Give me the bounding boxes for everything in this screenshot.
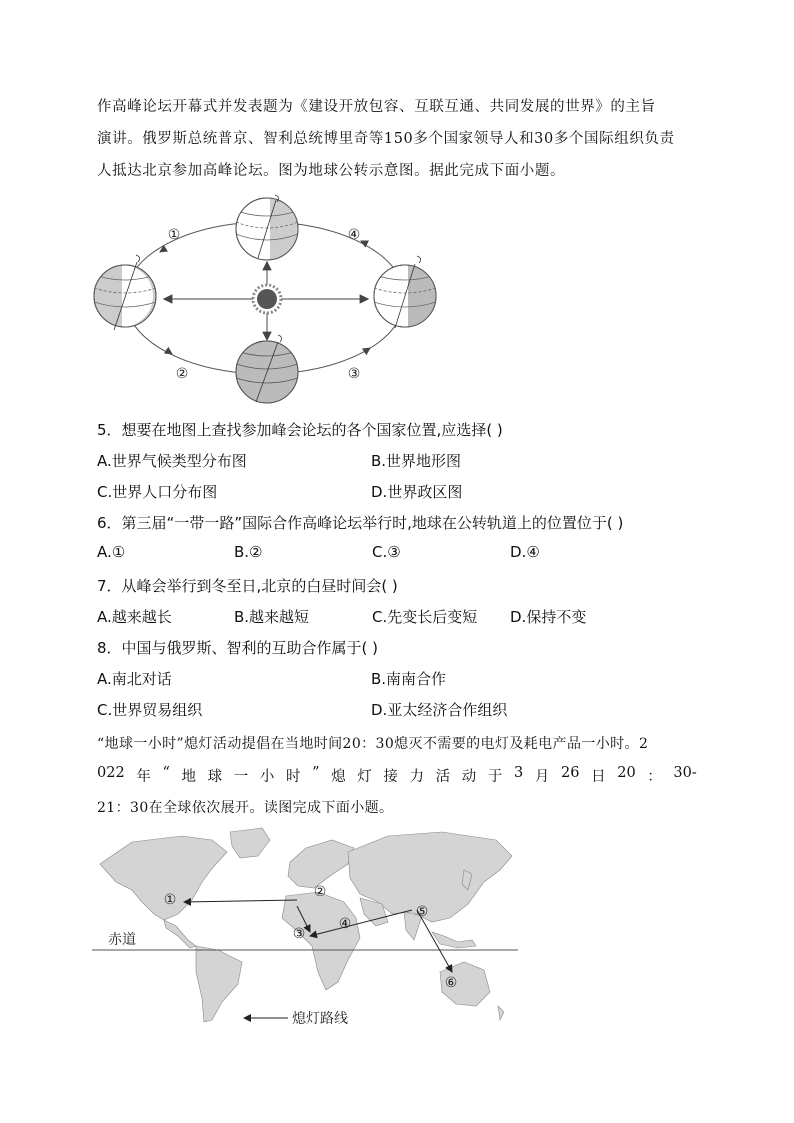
intro2-line-1: “地球一小时”熄灯活动提倡在当地时间20：30熄灭不需要的电灯及耗电产品一小时。2 [97,736,649,752]
q8-option-b[interactable]: B.南南合作 [371,670,447,688]
earth-left [94,255,156,330]
earth-orbit-diagram [92,192,442,410]
route-marker-4: ④ [338,916,352,932]
q6-option-c[interactable]: C.③ [372,543,401,561]
orbit-label-1: ① [167,227,181,243]
intro2-word: 26 [561,765,580,781]
q6-option-d[interactable]: D.④ [510,543,540,561]
question-7-stem: 7．从峰会举行到冬至日,北京的白昼时间会( ) [97,577,398,595]
map-legend [244,1010,348,1027]
q8-option-a[interactable]: A.南北对话 [97,670,172,688]
question-6-stem: 6．第三届“一带一路”国际合作高峰论坛举行时,地球在公转轨道上的位置位于( ) [97,514,624,532]
intro2-word: 月 [534,769,550,785]
intro2-word: 地 [181,769,196,785]
intro-line-3: 人抵达北京参加高峰论坛。图为地球公转示意图。据此完成下面小题。 [97,163,566,179]
intro2-line-3: 21：30在全球依次展开。读图完成下面小题。 [97,800,394,816]
route-marker-5: ⑤ [415,904,429,920]
sun-icon [253,285,281,313]
route-marker-1: ① [163,892,177,908]
intro2-word: 于 [487,769,503,785]
intro2-word: ： [647,769,662,785]
question-8-stem: 8．中国与俄罗斯、智利的互助合作属于( ) [97,639,379,657]
world-map [92,822,532,1032]
orbit-label-2: ② [175,366,189,382]
route-marker-6: ⑥ [444,975,458,991]
q8-option-d[interactable]: D.亚太经济合作组织 [371,701,508,719]
intro2-word: 力 [409,769,425,785]
intro2-word: 一 [233,769,249,785]
question-5-stem: 5．想要在地图上查找参加峰会论坛的各个国家位置,应选择( ) [97,421,503,439]
q5-option-c[interactable]: C.世界人口分布图 [97,483,218,501]
intro2-word: 022 [97,765,125,781]
earth-bottom [236,335,298,403]
q5-option-d[interactable]: D.世界政区图 [371,483,463,501]
q5-option-a[interactable]: A.世界气候类型分布图 [97,452,247,470]
intro2-word: 时 [285,769,301,785]
intro2-word: 20 [617,765,636,781]
intro2-word: “ [162,765,170,781]
intro-line-2: 演讲。俄罗斯总统普京、智利总统博里奇等150多个国家领导人和30多个国际组织负责 [97,131,675,147]
intro2-word: 接 [383,769,398,785]
intro2-line-2 [97,765,697,786]
intro2-word: 灯 [357,769,372,785]
q7-option-d[interactable]: D.保持不变 [510,608,587,626]
q7-option-b[interactable]: B.越来越短 [234,608,310,626]
q6-option-b[interactable]: B.② [234,543,263,561]
intro2-word: 动 [461,769,477,785]
intro2-word: 年 [136,769,151,785]
q7-option-c[interactable]: C.先变长后变短 [372,608,478,626]
q8-option-c[interactable]: C.世界贸易组织 [97,701,203,719]
earth-right [374,256,439,328]
legend-label: 熄灯路线 [292,1011,348,1027]
intro2-word: 球 [207,769,223,785]
earth-top [236,195,301,260]
intro2-word: 日 [591,769,606,785]
equator-label: 赤道 [108,932,136,948]
intro2-word: 活 [435,769,451,785]
route-marker-3: ③ [292,926,306,942]
q7-option-a[interactable]: A.越来越长 [97,608,172,626]
intro2-word: 30- [673,765,697,781]
intro2-word: 小 [259,769,275,785]
q6-option-a[interactable]: A.① [97,543,126,561]
intro2-word: ” [312,765,320,781]
orbit-label-4: ④ [347,227,361,243]
route-marker-2: ② [313,884,327,900]
orbit-label-3: ③ [347,366,361,382]
intro2-word: 3 [514,765,524,781]
intro2-word: 熄 [331,769,346,785]
intro-line-1: 作高峰论坛开幕式并发表题为《建设开放包容、互联互通、共同发展的世界》的主旨 [97,99,656,115]
q5-option-b[interactable]: B.世界地形图 [371,452,462,470]
